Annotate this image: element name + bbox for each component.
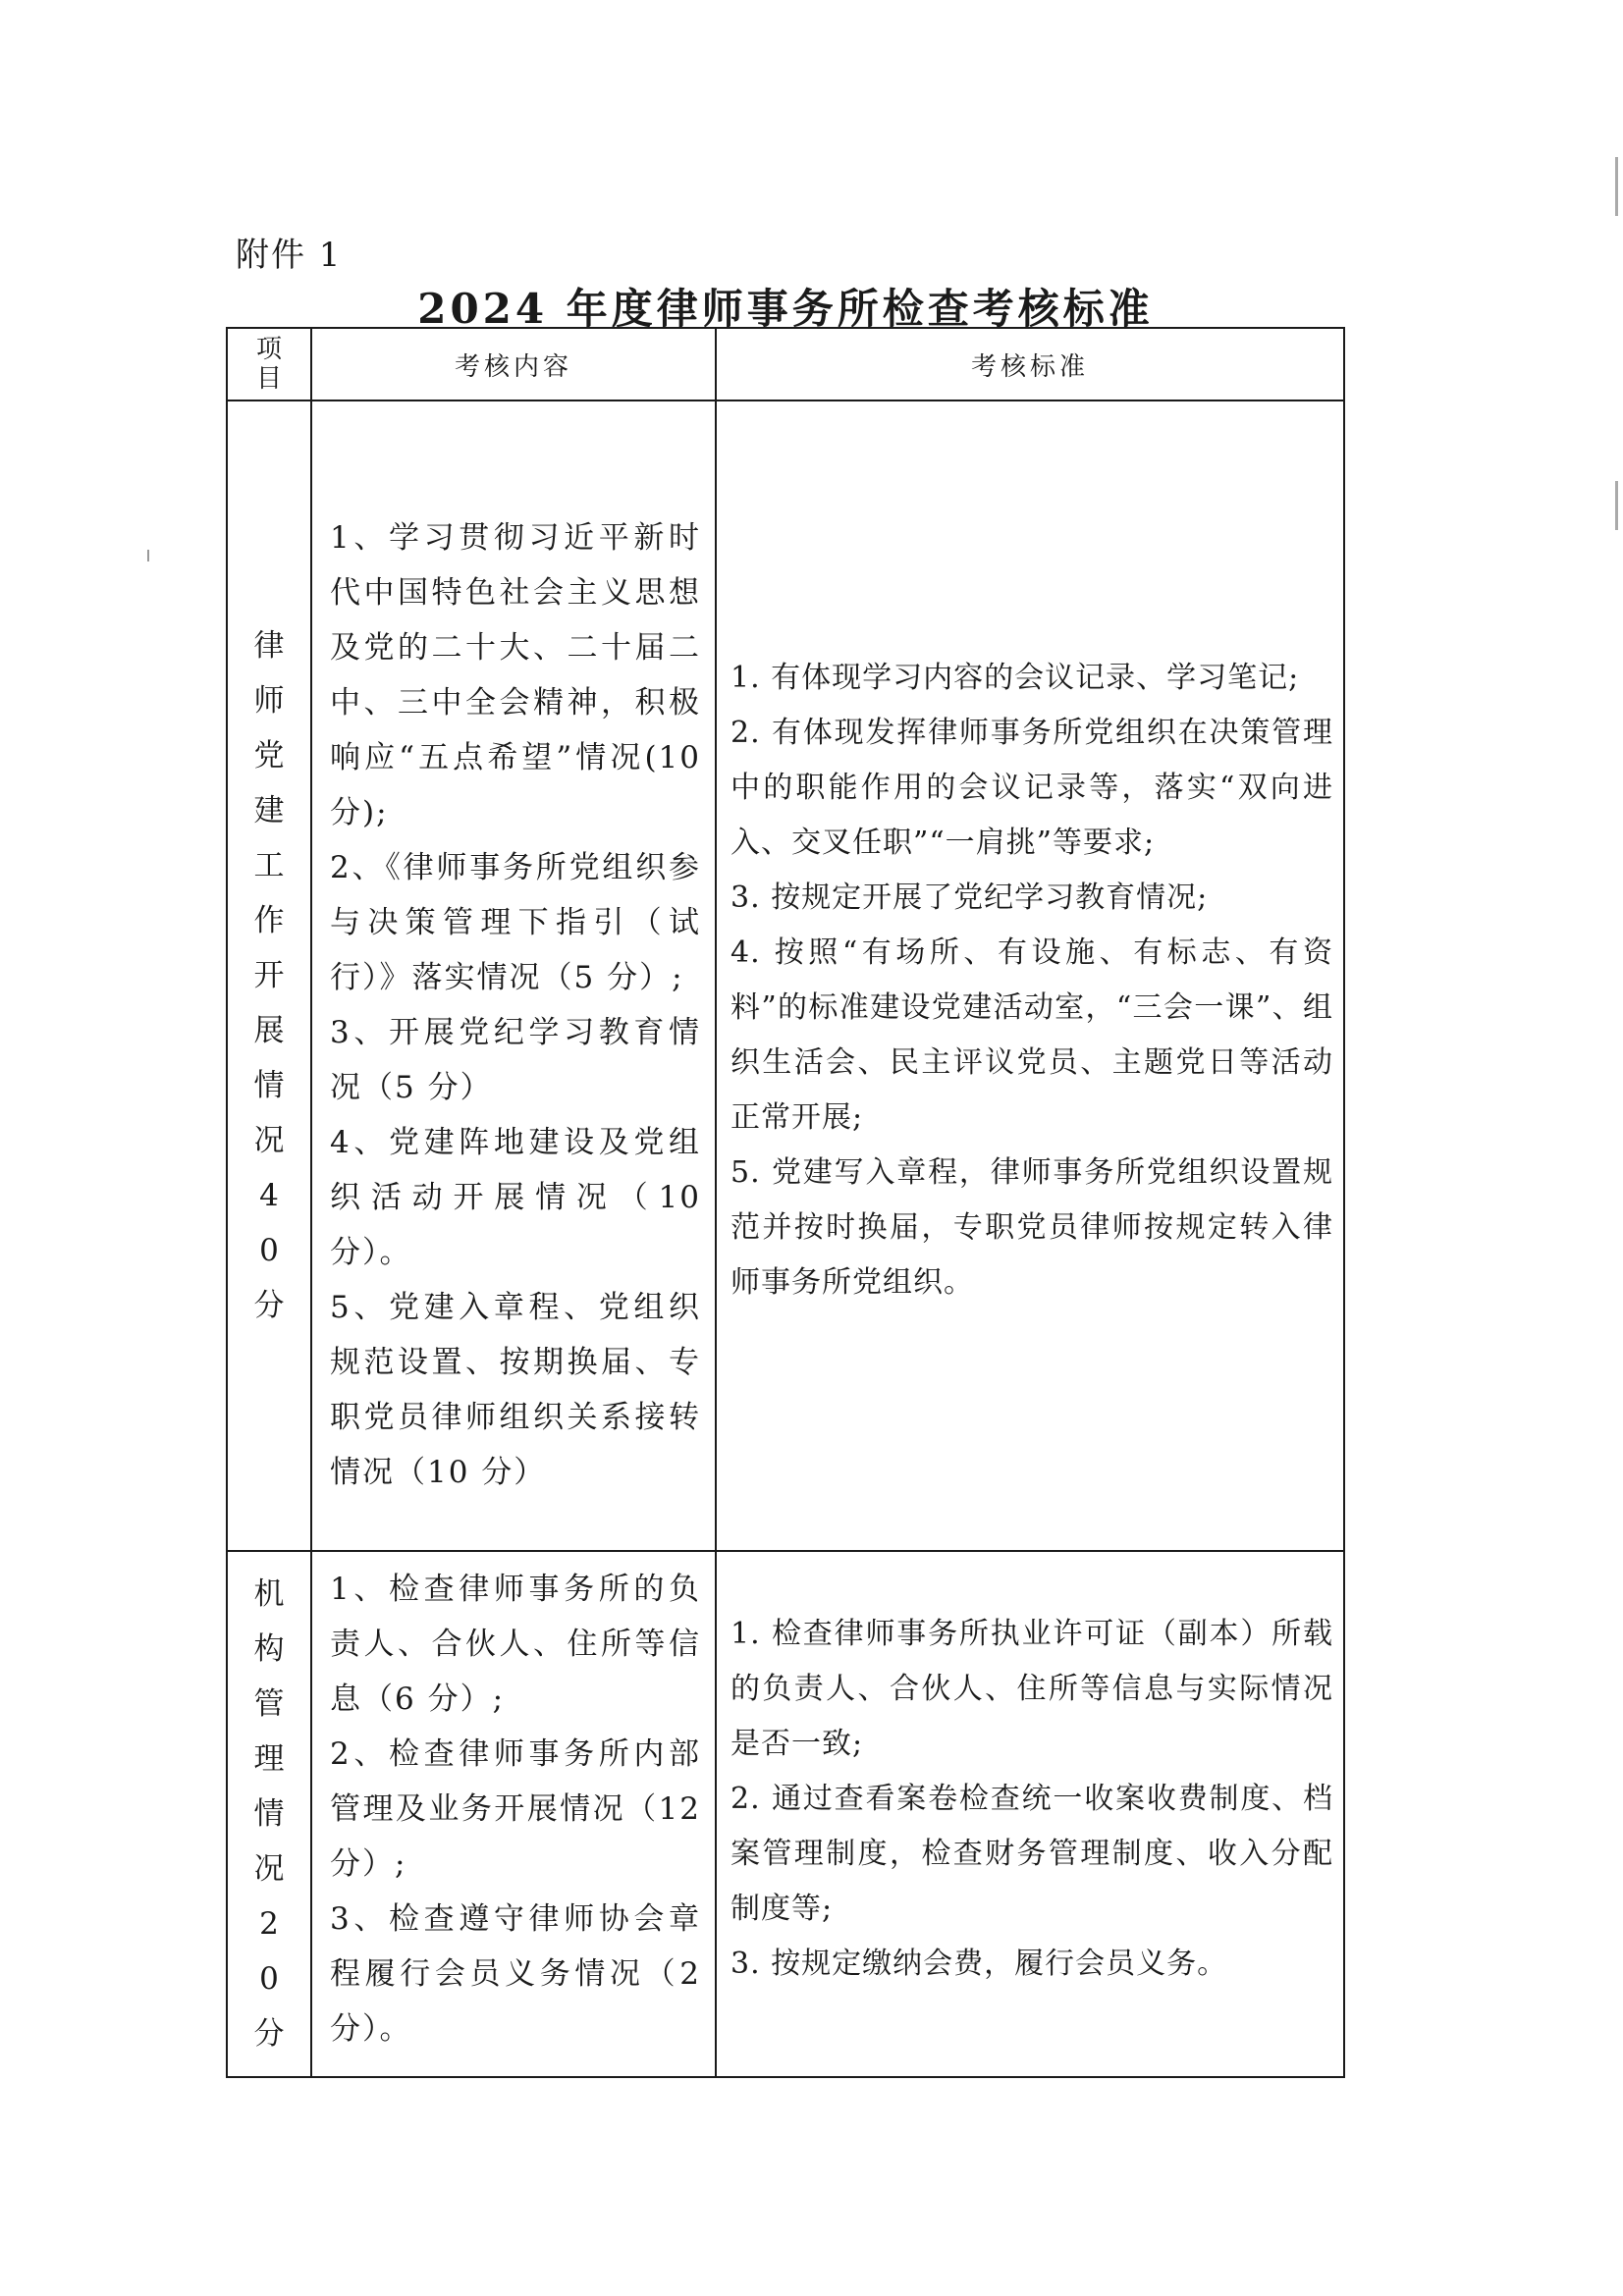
header-content-cell: [312, 329, 717, 400]
content-cell: [312, 1552, 717, 2076]
header-item: 项目: [255, 335, 282, 394]
header-standard: 考核标准: [970, 351, 1089, 382]
content-line: 1、学习贯彻习近平新时代中国特色社会主义思想及党的二十大、二十届二中、三中全会精神，积极响应“五点希望”情况(10 分);: [330, 520, 701, 830]
standard-cell: [717, 1552, 1343, 2076]
standard-line: 5. 党建写入章程，律师事务所党组织设置规范并按时换届，专职党员律师按规定转入律师事务所党组织。: [730, 1155, 1333, 1300]
header-content: 考核内容: [454, 351, 572, 382]
scan-artifact: [147, 550, 149, 561]
standard-cell: [717, 401, 1343, 1550]
header-item-cell: [228, 329, 312, 400]
standard-line: 1. 检查律师事务所执业许可证（副本）所载的负责人、合伙人、住所等信息与实际情况是否一致;: [730, 1617, 1333, 1761]
item-label: 机构管理情况20分: [253, 1576, 285, 2052]
attachment-label: 附件 1: [236, 236, 343, 275]
content-line: 1、检查律师事务所的负责人、合伙人、住所等信息（6 分）;: [330, 1572, 701, 1717]
content-line: 4、党建阵地建设及党组织活动开展情况（10 分）。: [330, 1125, 701, 1270]
content-line: 5、党建入章程、党组织规范设置、按期换届、专职党员律师组织关系接转情况（10 分）: [330, 1290, 701, 1490]
document-title: 2024 年度律师事务所检查考核标准: [417, 285, 1154, 333]
standard-line: 2. 有体现发挥律师事务所党组织在决策管理中的职能作用的会议记录等，落实“双向进入、交叉任职”“一肩挑”等要求;: [730, 716, 1333, 860]
scan-artifact: [1615, 157, 1618, 216]
scan-artifact: [1615, 481, 1618, 530]
standard-line: 3. 按规定缴纳会费，履行会员义务。: [730, 1947, 1228, 1981]
assessment-table: [226, 327, 1345, 2078]
standard-list: [717, 651, 1343, 1310]
table-row: [228, 1552, 1343, 2076]
content-list: [312, 1562, 715, 2056]
item-cell: [228, 401, 312, 1550]
table-header-row: [228, 329, 1343, 401]
item-cell: [228, 1552, 312, 2076]
standard-list: [717, 1607, 1343, 1992]
content-line: 3、检查遵守律师协会章程履行会员义务情况（2 分）。: [330, 1901, 701, 2047]
standard-line: 1. 有体现学习内容的会议记录、学习笔记;: [730, 661, 1300, 695]
standard-line: 4. 按照“有场所、有设施、有标志、有资料”的标准建设党建活动室，“三会一课”、组织生活会、民主评议党员、主题党日等活动正常开展;: [730, 935, 1333, 1135]
content-list: [312, 510, 715, 1500]
item-label: 律师党建工作开展情况40分: [253, 628, 285, 1323]
standard-line: 2. 通过查看案卷检查统一收案收费制度、档案管理制度，检查财务管理制度、收入分配制度等;: [730, 1782, 1333, 1926]
content-line: 2、检查律师事务所内部管理及业务开展情况（12 分）;: [330, 1736, 701, 1882]
table-row: [228, 401, 1343, 1552]
header-standard-cell: [717, 329, 1343, 400]
content-cell: [312, 401, 717, 1550]
content-line: 2、《律师事务所党组织参与决策管理下指引（试行）》落实情况（5 分）;: [330, 850, 701, 995]
standard-line: 3. 按规定开展了党纪学习教育情况;: [730, 881, 1209, 915]
content-line: 3、开展党纪学习教育情况（5 分）: [330, 1015, 701, 1105]
